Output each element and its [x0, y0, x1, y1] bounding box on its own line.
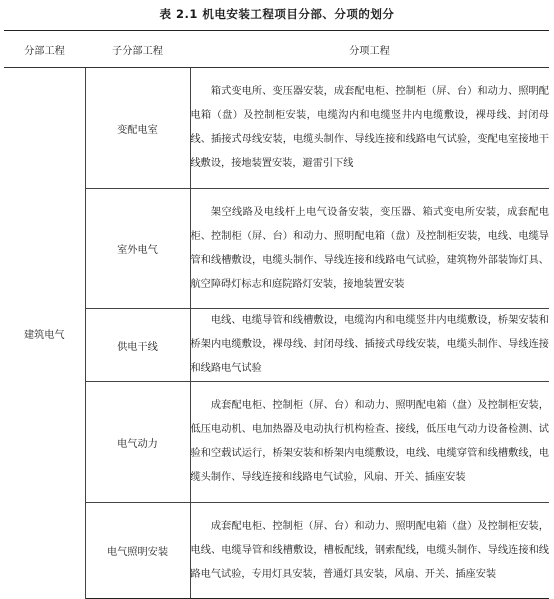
items-cell: 成套配电柜、控制柜（屏、台）和动力、照明配电箱（盘）及控制柜安装，低压电动机、电加热器及电动执行机构检查、接线，低压电气动力设备检测、试验和空载试运行，桥架安装和桥架内电缆敷设，电线、电缆穿管和线槽敷线，电缆头制作、导线连接和线路电气试验，风扇、开关、插座安装 [190, 382, 549, 503]
subdivision-cell: 供电干线 [85, 309, 190, 382]
items-cell: 电线、电缆导管和线槽敷设，电缆沟内和电缆竖井内电缆敷设，桥架安装和桥架内电缆敷设，裸母线、封闭母线、插接式母线安装，电缆头制作、导线连接和线路电气试验 [190, 309, 549, 382]
subdivision-cell: 室外电气 [85, 189, 190, 309]
subdivision-cell: 电气动力 [85, 382, 190, 503]
header-division: 分部工程 [4, 31, 85, 68]
table-row [4, 309, 549, 382]
header-subdivision: 子分部工程 [85, 31, 190, 68]
table-row [4, 382, 549, 503]
table-title: 表 2.1 机电安装工程项目分部、分项的划分 [159, 7, 395, 21]
table-row [4, 503, 549, 599]
table-row [4, 189, 549, 309]
header-items: 分项工程 [190, 31, 549, 68]
items-cell: 成套配电柜、控制柜（屏、台）和动力、照明配电箱（盘）及控制柜安装，电线、电缆导管和线槽敷设，槽板配线，钢索配线，电缆头制作、导线连接和线路电气试验，专用灯具安装，普通灯具安装，风扇、开关、插座安装 [190, 503, 549, 599]
items-cell: 架空线路及电线杆上电气设备安装，变压器、箱式变电所安装，成套配电柜、控制柜（屏、台）和动力、照明配电箱（盘）及控制柜安装，电线、电缆导管和线槽敷设，电缆头制作、导线连接和线路电气试验，建筑物外部装饰灯具、航空障碍灯标志和庭院路灯安装，接地装置安装 [190, 189, 549, 309]
division-cell: 建筑电气 [4, 68, 85, 599]
division-table [4, 30, 549, 599]
table-header-row [4, 31, 549, 68]
table-row [4, 68, 549, 189]
subdivision-cell: 变配电室 [85, 68, 190, 189]
subdivision-cell: 电气照明安装 [85, 503, 190, 599]
items-cell: 箱式变电所、变压器安装，成套配电柜、控制柜（屏、台）和动力、照明配电箱（盘）及控制柜安装，电缆沟内和电缆竖井内电缆敷设，裸母线、封闭母线、插接式母线安装，电缆头制作、导线连接和线路电气试验，变配电室接地干线敷设，接地装置安装，避雷引下线 [190, 68, 549, 189]
